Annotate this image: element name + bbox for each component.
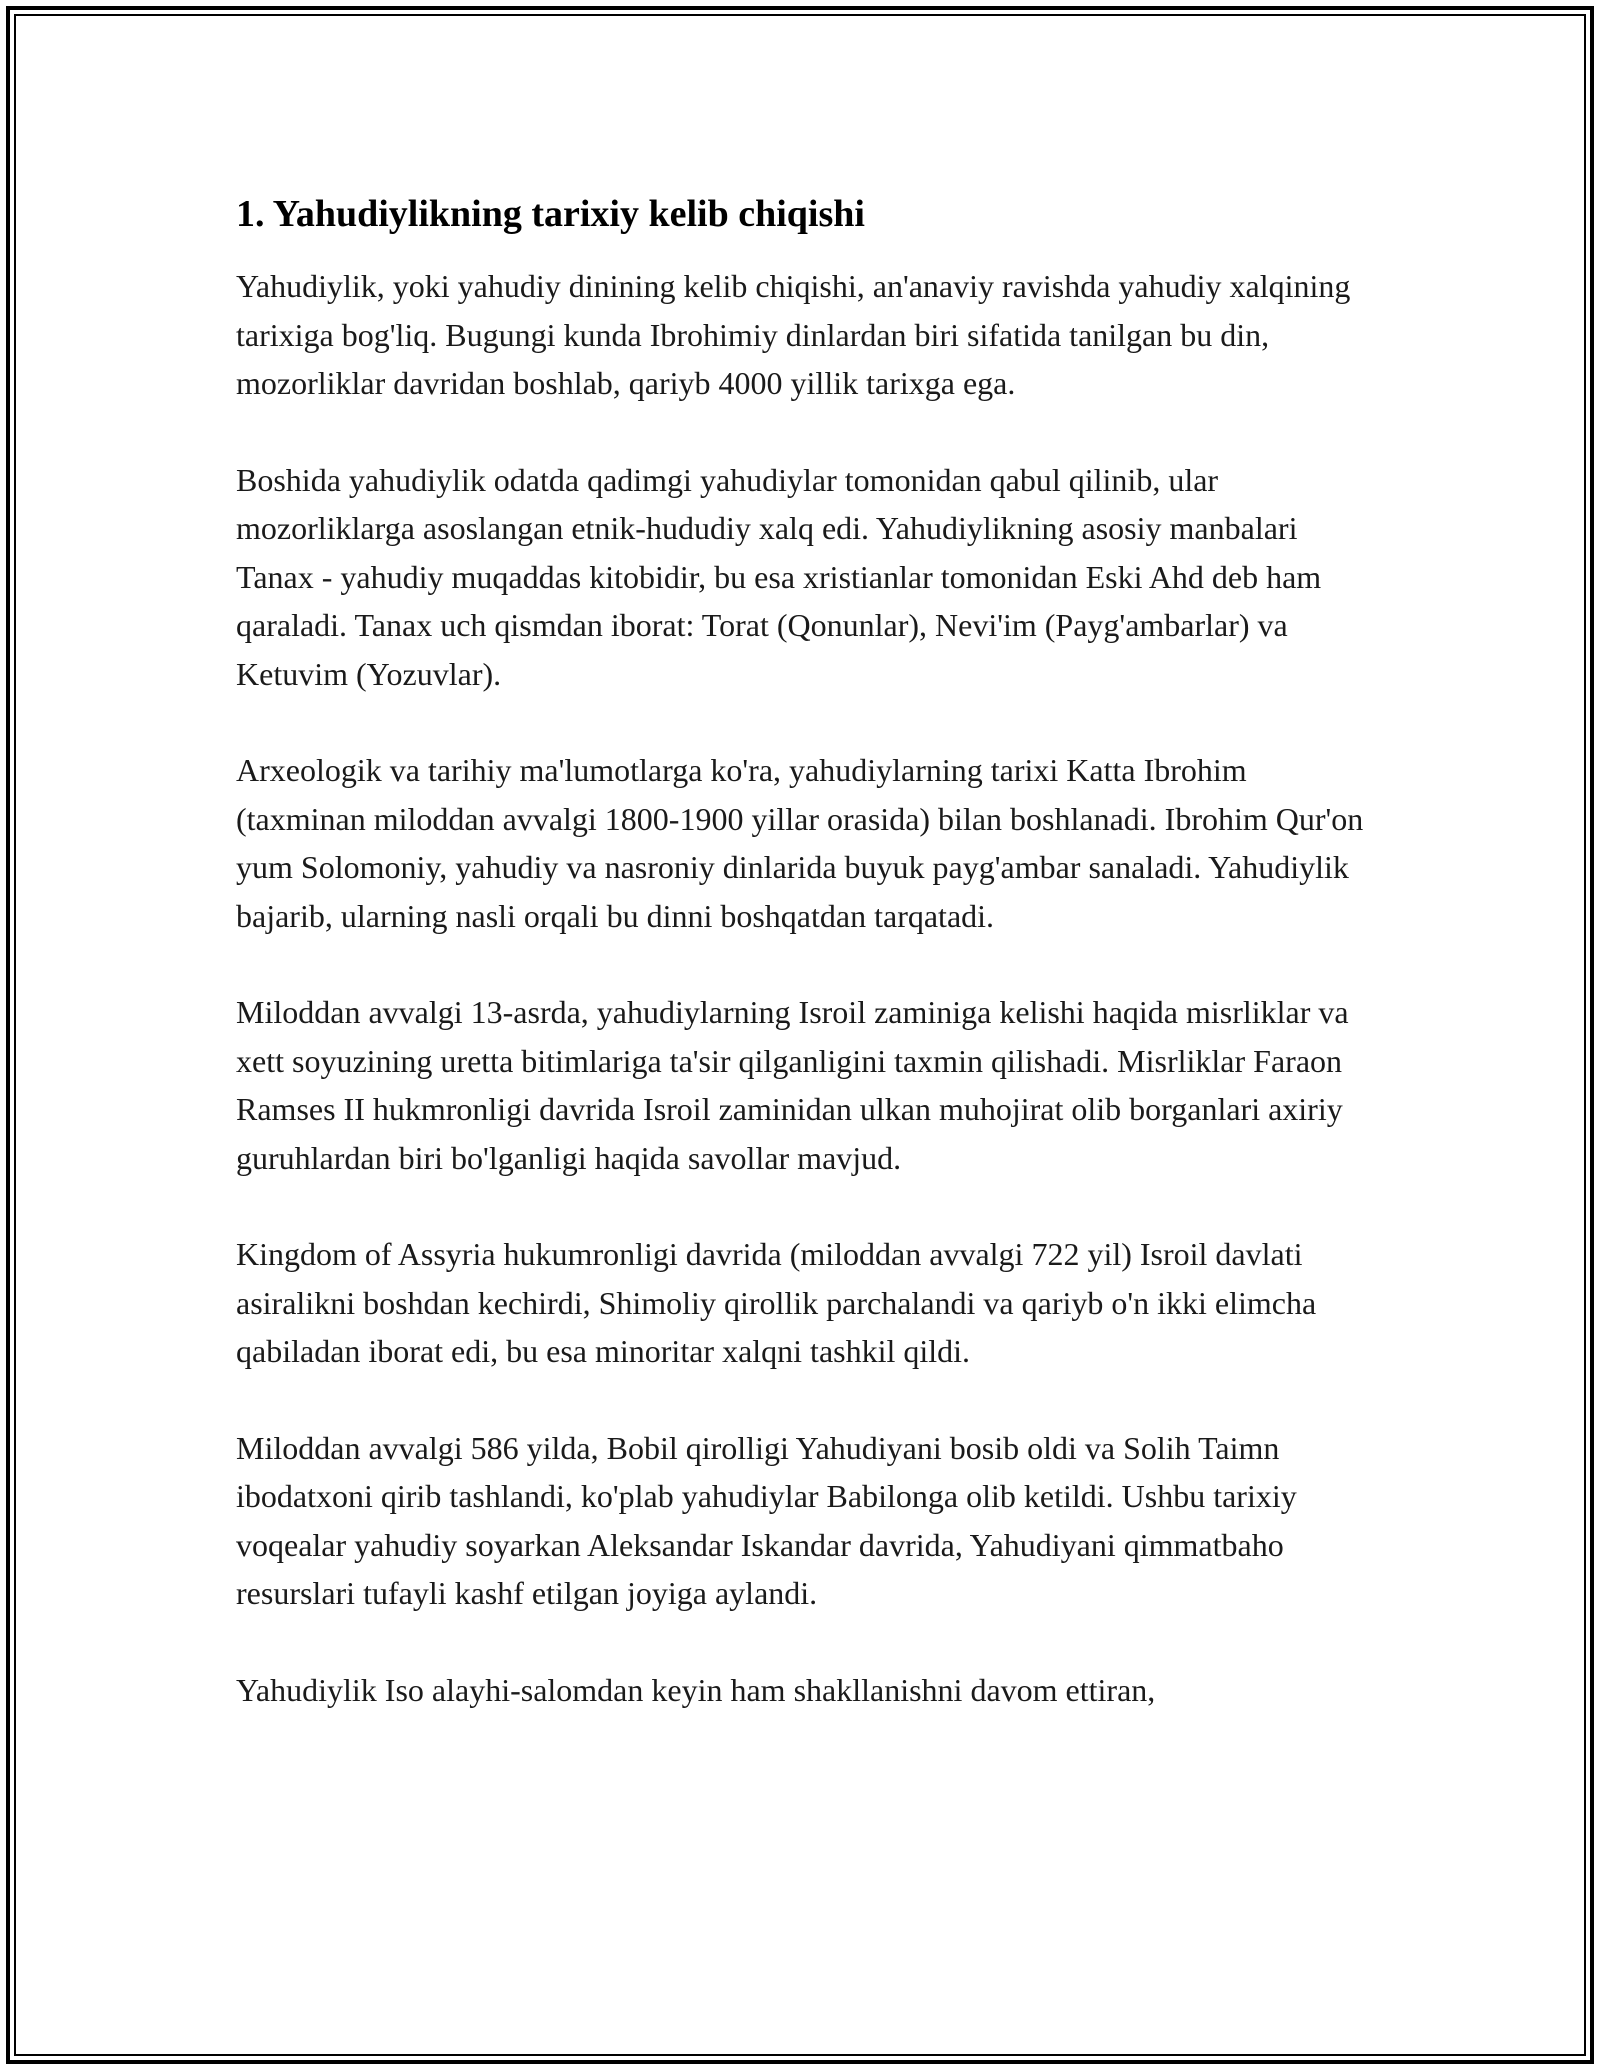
paragraph-3: Arxeologik va tarihiy ma'lumotlarga ko'ra, yahudiylarning tarixi Katta Ibrohim (taxminan miloddan avvalgi 1800-1900 yillar orasida) bilan boshlanadi. Ibrohim Qur'on yum Solomoniy, yahudiy va nasroniy dinlarida buyuk payg'ambar sanaladi. Yahudiylik bajarib, ularning nasli orqali bu dinni boshqatdan tarqatadi.	[236, 752, 1364, 934]
paragraph-7: Yahudiylik Iso alayhi-salomdan keyin ham shakllanishni davom ettiran,	[236, 1671, 1156, 1708]
paragraph-5: Kingdom of Assyria hukumronligi davrida (miloddan avvalgi 722 yil) Isroil davlati asiralikni boshdan kechirdi, Shimoliy qirollik parchalandi va qariyb o'n ikki elimcha qabiladan iborat edi, bu esa minoritar xalqni tashkil qildi.	[236, 1236, 1317, 1369]
document-content	[236, 186, 1366, 1762]
paragraph-6: Miloddan avvalgi 586 yilda, Bobil qirolligi Yahudiyani bosib oldi va Solih Taimn ibodatxoni qirib tashlandi, ko'plab yahudiylar Babilonga olib ketildi. Ushbu tarixiy voqealar yahudiy soyarkan Aleksandar Iskandar davrida, Yahudiyani qimmatbaho resurslari tufayli kashf etilgan joyiga aylandi.	[236, 1429, 1297, 1611]
paragraph-1: Yahudiylik, yoki yahudiy dinining kelib chiqishi, an'anaviy ravishda yahudiy xalqining tarixiga bog'liq. Bugungi kunda Ibrohimiy dinlardan biri sifatida tanilgan bu din, mozorliklar davridan boshlab, qariyb 4000 yillik tarixga ega.	[236, 268, 1351, 401]
paragraph-4: Miloddan avvalgi 13-asrda, yahudiylarning Isroil zaminiga kelishi haqida misrliklar va xett soyuzining uretta bitimlariga ta'sir qilganligini taxmin qilishadi. Misrliklar Faraon Ramses II hukmronligi davrida Isroil zaminidan ulkan muhojirat olib borganlari axiriy guruhlardan biri bo'lganligi haqida savollar mavjud.	[236, 994, 1349, 1176]
paragraph-2: Boshida yahudiylik odatda qadimgi yahudiylar tomonidan qabul qilinib, ular mozorliklarga asoslangan etnik-hududiy xalq edi. Yahudiylikning asosiy manbalari Tanax - yahudiy muqaddas kitobidir, bu esa xristianlar tomonidan Eski Ahd deb ham qaraladi. Tanax uch qismdan iborat: Torat (Qonunlar), Nevi'im (Payg'ambarlar) va Ketuvim (Yozuvlar).	[236, 461, 1322, 692]
section-heading: 1. Yahudiylikning tarixiy kelib chiqishi	[236, 193, 865, 235]
document-body	[236, 262, 1366, 1714]
